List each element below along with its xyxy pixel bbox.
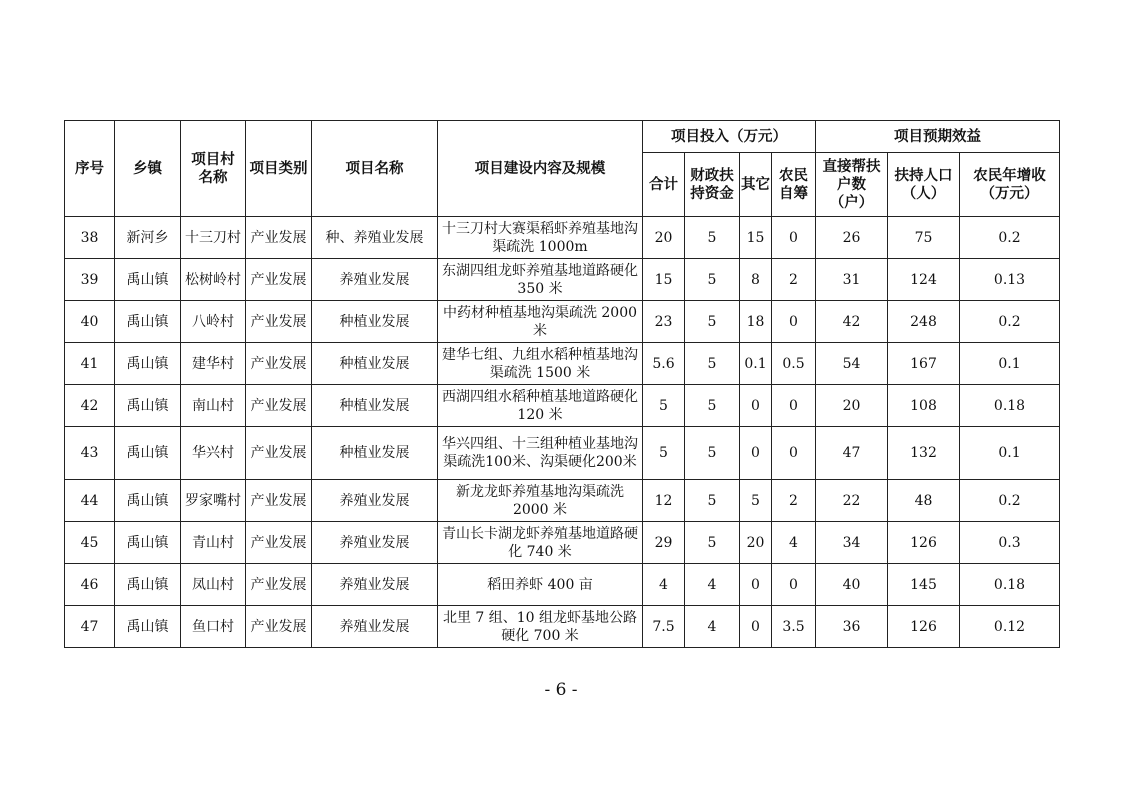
cell-seq: 43 <box>65 427 115 480</box>
cell-seq: 40 <box>65 301 115 343</box>
cell-total: 5.6 <box>643 343 685 385</box>
cell-project-name: 养殖业发展 <box>312 480 438 522</box>
cell-village: 建华村 <box>181 343 246 385</box>
table-row <box>65 259 1060 301</box>
cell-village: 八岭村 <box>181 301 246 343</box>
table-row <box>65 301 1060 343</box>
table-row <box>65 217 1060 259</box>
cell-town: 禹山镇 <box>115 385 181 427</box>
cell-other: 5 <box>740 480 772 522</box>
cell-self-raised: 0 <box>772 427 816 480</box>
cell-total: 29 <box>643 522 685 564</box>
header-population <box>888 153 960 217</box>
cell-fiscal: 5 <box>685 217 740 259</box>
cell-population: 108 <box>888 385 960 427</box>
header-village <box>181 121 246 217</box>
cell-households: 31 <box>816 259 888 301</box>
table-row <box>65 522 1060 564</box>
cell-fiscal: 5 <box>685 259 740 301</box>
cell-village: 罗家嘴村 <box>181 480 246 522</box>
cell-total: 15 <box>643 259 685 301</box>
cell-population: 126 <box>888 522 960 564</box>
cell-content: 稻田养虾 400 亩 <box>438 564 643 606</box>
cell-population: 75 <box>888 217 960 259</box>
cell-self-raised: 3.5 <box>772 606 816 648</box>
cell-income: 0.13 <box>960 259 1060 301</box>
header-households-text: 直接帮扶户数（户） <box>822 158 881 211</box>
table-row <box>65 606 1060 648</box>
cell-category: 产业发展 <box>246 217 312 259</box>
cell-total: 7.5 <box>643 606 685 648</box>
cell-self-raised: 0 <box>772 564 816 606</box>
cell-project-name: 养殖业发展 <box>312 259 438 301</box>
cell-self-raised: 2 <box>772 480 816 522</box>
header-project-name: 项目名称 <box>312 121 438 217</box>
cell-village: 十三刀村 <box>181 217 246 259</box>
table-row <box>65 343 1060 385</box>
header-fiscal-text: 财政扶持资金 <box>690 167 734 202</box>
header-town: 乡镇 <box>115 121 181 217</box>
cell-category: 产业发展 <box>246 564 312 606</box>
cell-fiscal: 5 <box>685 427 740 480</box>
cell-other: 0 <box>740 564 772 606</box>
cell-category: 产业发展 <box>246 385 312 427</box>
cell-project-name: 种植业发展 <box>312 385 438 427</box>
table-row <box>65 480 1060 522</box>
cell-other: 20 <box>740 522 772 564</box>
cell-other: 0 <box>740 427 772 480</box>
cell-income: 0.18 <box>960 564 1060 606</box>
cell-population: 248 <box>888 301 960 343</box>
cell-population: 167 <box>888 343 960 385</box>
cell-project-name: 种植业发展 <box>312 427 438 480</box>
cell-project-name: 种植业发展 <box>312 343 438 385</box>
header-other: 其它 <box>740 153 772 217</box>
cell-total: 5 <box>643 427 685 480</box>
cell-content: 西湖四组水稻种植基地道路硬化 120 米 <box>438 385 643 427</box>
cell-town: 禹山镇 <box>115 259 181 301</box>
cell-households: 20 <box>816 385 888 427</box>
cell-households: 34 <box>816 522 888 564</box>
cell-village: 华兴村 <box>181 427 246 480</box>
cell-income: 0.12 <box>960 606 1060 648</box>
cell-self-raised: 0 <box>772 217 816 259</box>
cell-content: 新龙龙虾养殖基地沟渠疏洗 2000 米 <box>438 480 643 522</box>
cell-seq: 38 <box>65 217 115 259</box>
cell-project-name: 养殖业发展 <box>312 606 438 648</box>
cell-other: 0 <box>740 385 772 427</box>
cell-content: 建华七组、九组水稻种植基地沟渠疏洗 1500 米 <box>438 343 643 385</box>
header-income-text: 农民年增收（万元） <box>973 167 1046 202</box>
header-income <box>960 153 1060 217</box>
table-row <box>65 385 1060 427</box>
cell-other: 15 <box>740 217 772 259</box>
project-table <box>64 120 1060 648</box>
header-self-raised-text: 农民自筹 <box>779 167 808 202</box>
cell-town: 禹山镇 <box>115 606 181 648</box>
cell-village: 南山村 <box>181 385 246 427</box>
cell-income: 0.2 <box>960 480 1060 522</box>
cell-income: 0.1 <box>960 427 1060 480</box>
cell-category: 产业发展 <box>246 259 312 301</box>
header-households <box>816 153 888 217</box>
cell-village: 鱼口村 <box>181 606 246 648</box>
cell-total: 23 <box>643 301 685 343</box>
cell-fiscal: 5 <box>685 301 740 343</box>
cell-population: 126 <box>888 606 960 648</box>
cell-category: 产业发展 <box>246 301 312 343</box>
cell-population: 145 <box>888 564 960 606</box>
cell-population: 132 <box>888 427 960 480</box>
cell-income: 0.1 <box>960 343 1060 385</box>
header-content: 项目建设内容及规模 <box>438 121 643 217</box>
cell-self-raised: 0.5 <box>772 343 816 385</box>
cell-households: 54 <box>816 343 888 385</box>
cell-income: 0.2 <box>960 217 1060 259</box>
cell-category: 产业发展 <box>246 427 312 480</box>
cell-income: 0.18 <box>960 385 1060 427</box>
cell-seq: 42 <box>65 385 115 427</box>
cell-self-raised: 4 <box>772 522 816 564</box>
cell-households: 36 <box>816 606 888 648</box>
cell-seq: 47 <box>65 606 115 648</box>
header-benefit-group: 项目预期效益 <box>816 121 1060 153</box>
cell-seq: 46 <box>65 564 115 606</box>
cell-other: 0.1 <box>740 343 772 385</box>
header-village-text: 项目村名称 <box>191 151 235 186</box>
header-investment-group: 项目投入（万元） <box>643 121 816 153</box>
cell-project-name: 种、养殖业发展 <box>312 217 438 259</box>
cell-content: 十三刀村大赛渠稻虾养殖基地沟渠疏洗 1000m <box>438 217 643 259</box>
cell-content: 东湖四组龙虾养殖基地道路硬化 350 米 <box>438 259 643 301</box>
cell-households: 26 <box>816 217 888 259</box>
cell-content: 华兴四组、十三组种植业基地沟渠疏洗100米、沟渠硬化200米 <box>438 427 643 480</box>
cell-fiscal: 4 <box>685 606 740 648</box>
cell-seq: 44 <box>65 480 115 522</box>
cell-income: 0.2 <box>960 301 1060 343</box>
cell-total: 4 <box>643 564 685 606</box>
table-row <box>65 427 1060 480</box>
cell-content: 中药材种植基地沟渠疏洗 2000 米 <box>438 301 643 343</box>
header-population-text: 扶持人口（人） <box>894 167 953 202</box>
page-number: - 6 - <box>544 680 578 700</box>
cell-town: 禹山镇 <box>115 480 181 522</box>
cell-fiscal: 4 <box>685 564 740 606</box>
header-category: 项目类别 <box>246 121 312 217</box>
cell-content: 北里 7 组、10 组龙虾基地公路硬化 700 米 <box>438 606 643 648</box>
cell-total: 12 <box>643 480 685 522</box>
cell-category: 产业发展 <box>246 522 312 564</box>
cell-content: 青山长卡湖龙虾养殖基地道路硬化 740 米 <box>438 522 643 564</box>
cell-category: 产业发展 <box>246 343 312 385</box>
cell-fiscal: 5 <box>685 522 740 564</box>
cell-town: 禹山镇 <box>115 301 181 343</box>
cell-total: 5 <box>643 385 685 427</box>
header-seq: 序号 <box>65 121 115 217</box>
cell-fiscal: 5 <box>685 385 740 427</box>
cell-population: 48 <box>888 480 960 522</box>
cell-self-raised: 2 <box>772 259 816 301</box>
cell-category: 产业发展 <box>246 480 312 522</box>
cell-project-name: 养殖业发展 <box>312 564 438 606</box>
cell-seq: 41 <box>65 343 115 385</box>
cell-income: 0.3 <box>960 522 1060 564</box>
cell-seq: 45 <box>65 522 115 564</box>
cell-other: 0 <box>740 606 772 648</box>
cell-households: 47 <box>816 427 888 480</box>
cell-town: 新河乡 <box>115 217 181 259</box>
cell-project-name: 种植业发展 <box>312 301 438 343</box>
header-fiscal <box>685 153 740 217</box>
cell-other: 8 <box>740 259 772 301</box>
header-total: 合计 <box>643 153 685 217</box>
cell-village: 松树岭村 <box>181 259 246 301</box>
header-self-raised <box>772 153 816 217</box>
cell-village: 凤山村 <box>181 564 246 606</box>
cell-population: 124 <box>888 259 960 301</box>
cell-town: 禹山镇 <box>115 427 181 480</box>
cell-town: 禹山镇 <box>115 522 181 564</box>
cell-fiscal: 5 <box>685 480 740 522</box>
cell-households: 42 <box>816 301 888 343</box>
cell-town: 禹山镇 <box>115 564 181 606</box>
cell-fiscal: 5 <box>685 343 740 385</box>
cell-self-raised: 0 <box>772 301 816 343</box>
cell-other: 18 <box>740 301 772 343</box>
cell-self-raised: 0 <box>772 385 816 427</box>
cell-total: 20 <box>643 217 685 259</box>
cell-households: 40 <box>816 564 888 606</box>
cell-village: 青山村 <box>181 522 246 564</box>
cell-households: 22 <box>816 480 888 522</box>
cell-seq: 39 <box>65 259 115 301</box>
cell-town: 禹山镇 <box>115 343 181 385</box>
cell-project-name: 养殖业发展 <box>312 522 438 564</box>
table-row <box>65 564 1060 606</box>
cell-category: 产业发展 <box>246 606 312 648</box>
table-body <box>65 217 1060 648</box>
